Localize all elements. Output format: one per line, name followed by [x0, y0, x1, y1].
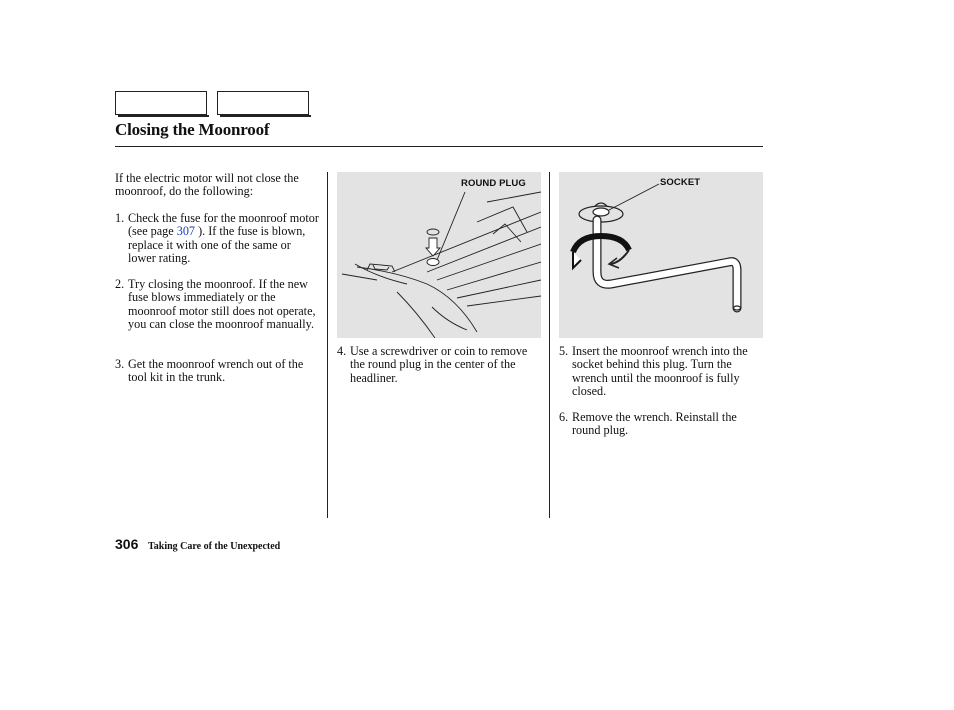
step-1 [115, 212, 321, 266]
step-1-number: 1. [115, 211, 125, 225]
section-name: Taking Care of the Unexpected [148, 541, 281, 552]
step-5 [559, 345, 765, 399]
column-divider-2 [549, 172, 550, 518]
step-4 [337, 345, 543, 385]
column-divider-1 [327, 172, 328, 518]
wrench-drawing [559, 172, 763, 338]
page-number: 306 [115, 536, 139, 552]
step-5-text: Insert the moonroof wrench into the socket behind this plug. Turn the wrench until the moonroof is fully closed. [572, 344, 748, 399]
step-6-text: Remove the wrench. Reinstall the round plug. [572, 410, 737, 438]
socket-label: SOCKET [660, 177, 701, 188]
step-1-text-b: ). If the fuse is blown, replace it with one of the same or lower rating. [128, 224, 306, 266]
socket-wrench-illustration [559, 172, 763, 338]
step-6-number: 6. [559, 410, 569, 424]
step-4-number: 4. [337, 344, 347, 358]
step-1-text-a: Check the fuse for the moonroof motor (see page [128, 211, 319, 239]
headliner-drawing [337, 172, 541, 338]
page-307-link[interactable]: 307 [176, 224, 196, 239]
nav-box-2[interactable] [217, 91, 309, 115]
round-plug-illustration [337, 172, 541, 338]
step-5-number: 5. [559, 344, 569, 358]
step-2-number: 2. [115, 277, 125, 291]
step-3 [115, 358, 315, 385]
step-3-number: 3. [115, 357, 125, 371]
intro-text: If the electric motor will not close the moonroof, do the following: [115, 171, 299, 199]
step-2 [115, 278, 321, 332]
step-2-text: Try closing the moonroof. If the new fuse blows immediately or the moonroof motor still does not operate, you can close the moonroof manually. [128, 277, 316, 332]
title-divider [115, 146, 763, 147]
step-3-text: Get the moonroof wrench out of the tool kit in the trunk. [128, 357, 304, 385]
round-plug-label: ROUND PLUG [461, 178, 526, 189]
step-4-text: Use a screwdriver or coin to remove the round plug in the center of the headliner. [350, 344, 528, 385]
nav-box-1[interactable] [115, 91, 207, 115]
step-6 [559, 411, 765, 438]
page-title: Closing the Moonroof [115, 120, 270, 139]
